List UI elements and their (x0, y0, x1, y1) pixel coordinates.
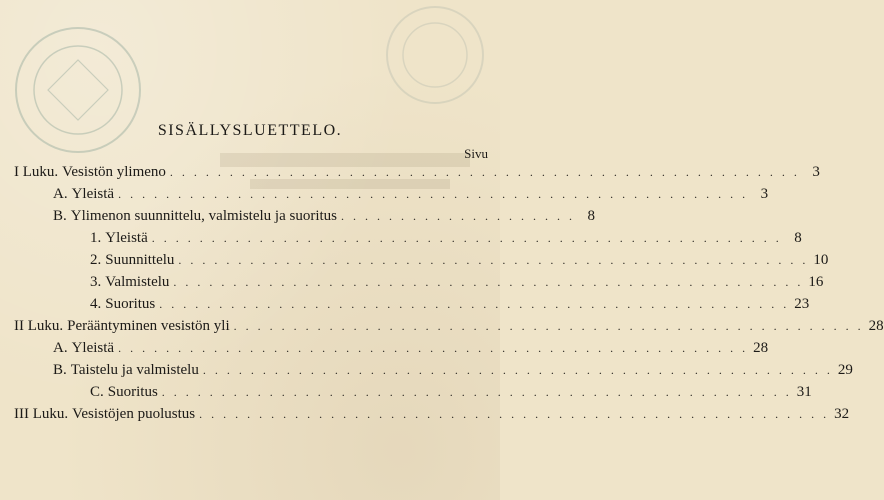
toc-entry-number: 3. (90, 274, 102, 290)
toc-entry-1b[interactable] (53, 208, 595, 225)
leader-dots: . . . . . . . . . . . . . . . . . . . . . . . . . . . . . . . . . . . . . . . . . . . . . . . . . . . . . (151, 231, 782, 245)
toc-entry-label (53, 186, 118, 203)
leader-dots: . . . . . . . . . . . . . . . . . . . . . . . . . . . . . . . . . . . . . . . . . . . . . . . . . . . . . (202, 363, 833, 377)
toc-page-number: 8 (794, 230, 802, 246)
toc-page-number: 28 (868, 318, 884, 334)
toc-entry-text: Suunnittelu (105, 252, 175, 268)
toc-entry-number: III Luku. (14, 406, 69, 422)
toc-page-number: 29 (837, 362, 853, 378)
toc-entry-label (14, 406, 199, 423)
leader-dots: . . . . . . . . . . . . . . . . . . . . . . . . . . . . . . . . . . . . . . . . . . . . . . . . . . . . . (178, 253, 809, 267)
toc-entry-chapter-2[interactable] (14, 318, 884, 335)
leader-dots: . . . . . . . . . . . . . . . . . . . . (341, 209, 575, 223)
toc-entry-chapter-1[interactable] (14, 164, 820, 181)
leader-dots: . . . . . . . . . . . . . . . . . . . . . . . . . . . . . . . . . . . . . . . . . . . . . . . . . . . . . (169, 165, 800, 179)
toc-entry-1b3[interactable] (90, 274, 824, 291)
toc-entry-number: I Luku. (14, 164, 59, 180)
toc-entry-text: Yleistä (71, 186, 115, 202)
toc-entry-label (90, 274, 173, 291)
toc-page-number: 3 (812, 164, 820, 180)
toc-entry-number: A. (53, 340, 68, 356)
toc-page-number: 28 (753, 340, 769, 356)
leader-dots: . . . . . . . . . . . . . . . . . . . . . . . . . . . . . . . . . . . . . . . . . . . . . . . . . . . . . (118, 187, 749, 201)
toc-entry-number: A. (53, 186, 68, 202)
page-title: SISÄLLYSLUETTELO. (157, 122, 343, 139)
toc-page-number: 23 (794, 296, 810, 312)
toc-entry-text: Yleistä (71, 340, 115, 356)
toc-entry-number: C. (90, 384, 104, 400)
toc-entry-number: B. (53, 362, 67, 378)
toc-entry-text: Vesistöjen puolustus (72, 406, 196, 422)
toc-entry-number: 4. (90, 296, 102, 312)
toc-page-number: 3 (760, 186, 769, 202)
toc-page-number: 10 (813, 252, 829, 268)
toc-entry-text: Vesistön ylimeno (62, 164, 166, 180)
toc-entry-label (53, 208, 341, 225)
toc-entry-1a[interactable] (53, 186, 769, 203)
toc-entry-text: Yleistä (105, 230, 148, 246)
leader-dots: . . . . . . . . . . . . . . . . . . . . . . . . . . . . . . . . . . . . . . . . . . . . . . . . . . . . . (199, 407, 830, 421)
toc-entry-2a[interactable] (53, 340, 769, 357)
toc-entry-label (90, 384, 162, 401)
toc-entry-2c[interactable] (90, 384, 812, 401)
toc-entry-text: Suoritus (107, 384, 158, 400)
toc-entry-label (14, 318, 234, 335)
toc-entry-1b2[interactable] (90, 252, 829, 269)
toc-page-number: 8 (587, 208, 595, 224)
toc-entry-2b[interactable] (53, 362, 853, 379)
toc-entry-label (53, 362, 203, 379)
toc-entry-1b4[interactable] (90, 296, 810, 313)
toc-entry-text: Taistelu ja valmistelu (70, 362, 199, 378)
library-stamp-faint (380, 0, 490, 110)
leader-dots: . . . . . . . . . . . . . . . . . . . . . . . . . . . . . . . . . . . . . . . . . . . . . . . . . . . . . (173, 275, 804, 289)
leader-dots: . . . . . . . . . . . . . . . . . . . . . . . . . . . . . . . . . . . . . . . . . . . . . . . . . . . . . (159, 297, 790, 311)
toc-entry-chapter-3[interactable] (14, 406, 850, 423)
toc-entry-text: Ylimenon suunnittelu, valmistelu ja suoritus (70, 208, 337, 224)
toc-page-number: 32 (834, 406, 850, 422)
page-column-header: Sivu (464, 146, 488, 161)
toc-entry-number: 2. (90, 252, 102, 268)
toc-entry-text: Suoritus (105, 296, 156, 312)
leader-dots: . . . . . . . . . . . . . . . . . . . . . . . . . . . . . . . . . . . . . . . . . . . . . . . . . . . . . (118, 341, 749, 355)
toc-entry-1b1[interactable] (90, 230, 802, 247)
toc-entry-text: Valmistelu (105, 274, 170, 290)
toc-entry-label (90, 252, 178, 269)
toc-entry-label (90, 296, 159, 313)
leader-dots: . . . . . . . . . . . . . . . . . . . . . . . . . . . . . . . . . . . . . . . . . . . . . . . . . . . . . (161, 385, 792, 399)
toc-entry-number: 1. (90, 230, 102, 246)
toc-page-number: 31 (796, 384, 812, 400)
toc-page-number: 16 (808, 274, 824, 290)
toc-entry-text: Perääntyminen vesistön yli (67, 318, 230, 334)
leader-dots: . . . . . . . . . . . . . . . . . . . . . . . . . . . . . . . . . . . . . . . . . . . . . . . . . . . . . (233, 319, 864, 333)
toc-entry-label (90, 230, 152, 247)
toc-entry-number: B. (53, 208, 67, 224)
toc-entry-label (14, 164, 170, 181)
toc-entry-number: II Luku. (14, 318, 64, 334)
toc-entry-label (53, 340, 118, 357)
